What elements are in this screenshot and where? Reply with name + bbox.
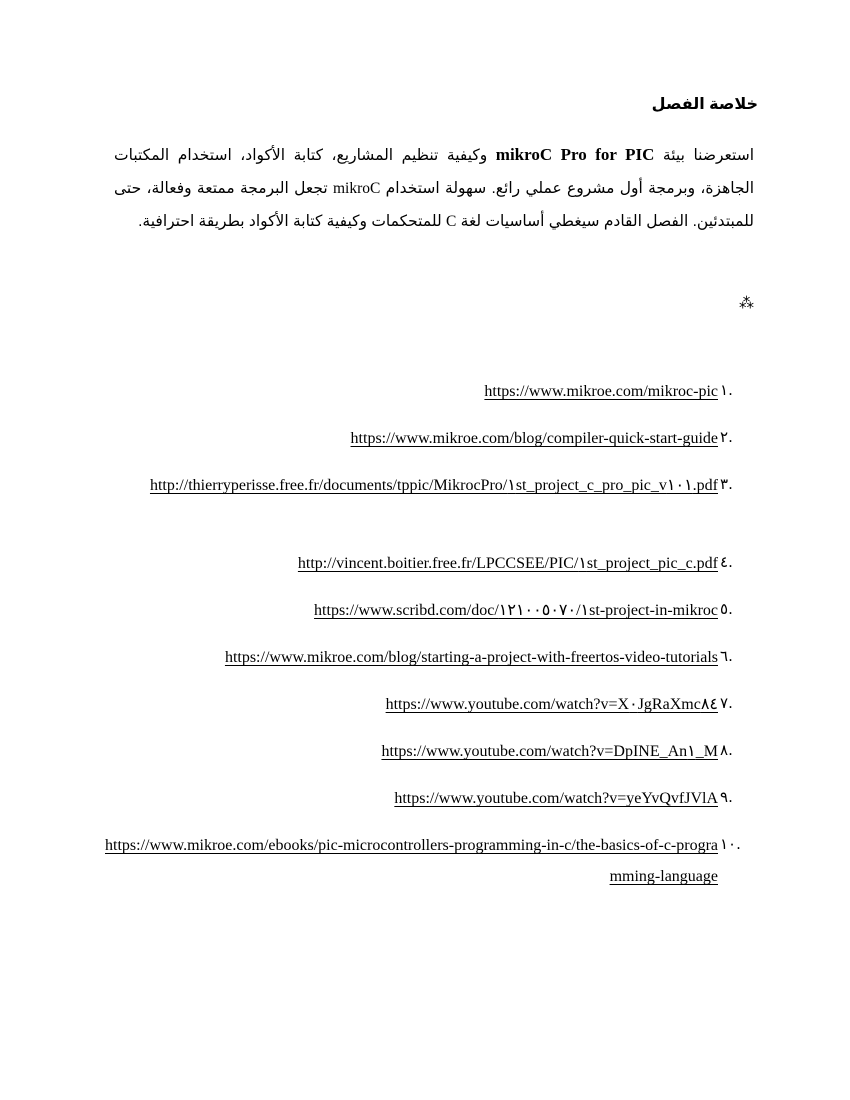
reference-item <box>100 783 760 813</box>
summary-language-term: C <box>445 213 457 230</box>
reference-item <box>100 423 760 453</box>
reference-number: ٢. <box>720 428 733 446</box>
reference-item <box>100 548 760 578</box>
section-heading: خلاصة الفصل <box>651 96 758 113</box>
reference-link[interactable]: https://www.scribd.com/doc/١٢١٠٠٥٠٧٠/١st-project-in-mikroc <box>314 602 718 619</box>
reference-link[interactable]: https://www.mikroe.com/mikroc-pic <box>484 383 718 400</box>
reference-number: ٨. <box>720 741 733 759</box>
reference-number: ٥. <box>720 600 733 618</box>
reference-item <box>100 470 760 500</box>
reference-link[interactable]: https://www.youtube.com/watch?v=DpINE_An١_M <box>381 743 718 760</box>
summary-text-1: استعرضنا بيئة <box>654 147 755 164</box>
reference-item <box>100 595 760 625</box>
reference-item <box>100 642 760 672</box>
reference-number: ٣. <box>720 475 733 493</box>
reference-link[interactable]: https://www.mikroe.com/blog/starting-a-project-with-freertos-video-tutorials <box>224 649 718 666</box>
reference-link[interactable]: http://vincent.boitier.free.fr/LPCCSEE/PIC/١st_project_pic_c.pdf <box>297 555 718 572</box>
summary-text-3: تجعل البرمجة ممتعة وفعالة، حتى للمبتدئين. الفصل القادم سيغطي أساسيات لغة <box>114 180 754 230</box>
summary-text-2: وكيفية تنظيم المشاريع، كتابة الأكواد، استخدام المكتبات الجاهزة، وبرمجة أول مشروع عملي رائع. سهولة استخدام <box>114 147 754 197</box>
reference-number: ٤. <box>720 553 733 571</box>
reference-item <box>100 689 760 719</box>
summary-product-name: mikroC Pro for PIC <box>495 145 655 164</box>
reference-number: ١. <box>720 381 733 399</box>
reference-link[interactable]: https://www.mikroe.com/blog/compiler-quick-start-guide <box>350 430 718 447</box>
reference-number: ٦. <box>720 647 733 665</box>
reference-link[interactable]: https://www.youtube.com/watch?v=X٠JgRaXmc٨٤ <box>385 696 718 713</box>
reference-link[interactable]: https://www.mikroe.com/ebooks/pic-microcontrollers-programming-in-c/the-basics-of-c-programming-language <box>105 837 718 885</box>
reference-item <box>100 736 760 766</box>
summary-mikroc-term: mikroC <box>333 180 381 197</box>
reference-link[interactable]: http://thierryperisse.free.fr/documents/tppic/MikrocPro/١st_project_c_pro_pic_v١٠١.pdf <box>149 477 718 494</box>
reference-item <box>100 830 760 885</box>
reference-item <box>100 376 760 406</box>
summary-text-4: للمتحكمات وكيفية كتابة الأكواد بطريقة احترافية. <box>138 213 446 230</box>
reference-number: ٩. <box>720 788 733 806</box>
reference-number: ٧. <box>720 694 733 712</box>
reference-number: ١٠. <box>720 835 741 853</box>
asterism-separator: ⁂ <box>739 294 754 312</box>
reference-link[interactable]: https://www.youtube.com/watch?v=yeYvQvfJVlA <box>394 790 718 807</box>
